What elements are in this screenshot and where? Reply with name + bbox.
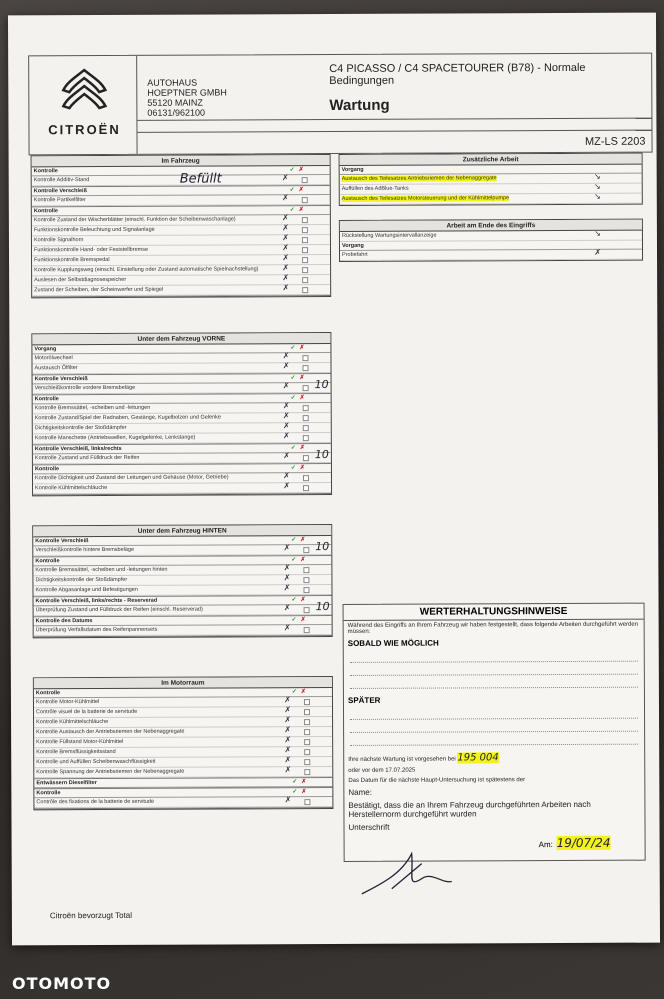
- check-mark-icon: ✗: [283, 421, 290, 431]
- row-text: Funktionskontrolle Beleuchtung und Signalanlage: [33, 226, 155, 234]
- check-mark-icon: ↘: [594, 181, 601, 191]
- not-ok-icon: ✗: [300, 689, 306, 696]
- group-head: [34, 778, 332, 788]
- check-mark-icon: ✗: [283, 481, 291, 491]
- group-head-text: Kontrolle Verschleiß: [34, 376, 88, 383]
- check-mark-icon: ✗: [284, 715, 292, 725]
- row-text: Überprüfung Zustand und Fülldruck der Reifen (einschl. Reserverad): [35, 606, 203, 614]
- status-legend: [292, 688, 306, 697]
- handwritten-km: 195 004: [457, 752, 499, 764]
- checkbox[interactable]: [304, 759, 310, 765]
- later-heading: SPÄTER: [347, 695, 381, 705]
- box-title: WERTERHALTUNGSHINWEISE: [344, 604, 644, 621]
- check-group: [34, 596, 332, 617]
- check-mark-icon: ✗: [283, 431, 290, 441]
- checkbox[interactable]: [303, 405, 309, 411]
- check-group: [33, 556, 331, 597]
- document-title: Wartung: [329, 96, 390, 115]
- section-zusaetzlich: [339, 153, 643, 206]
- highlighted-text: Austausch des Teilesatzes Motorsteuerung und der Kühlmittelpumpe: [341, 195, 510, 202]
- check-mark-icon: ✗: [284, 765, 292, 775]
- section-title: Unter dem Fahrzeug HINTEN: [33, 525, 331, 537]
- status-legend: [292, 616, 306, 625]
- status-legend: [290, 374, 304, 383]
- status-legend: [290, 206, 304, 215]
- checkbox[interactable]: [304, 719, 310, 725]
- check-mark-icon: ✗: [283, 451, 290, 461]
- section-title: Unter dem Fahrzeug VORNE: [32, 333, 330, 345]
- status-legend: [290, 166, 304, 175]
- row-text: Kontrolle Motor-Kühlmittel: [35, 699, 100, 706]
- check-mark-icon: ✗: [284, 795, 292, 805]
- handwritten-value: 10: [314, 378, 329, 392]
- date-label: Am:: [538, 840, 553, 850]
- checkbox[interactable]: [302, 247, 308, 253]
- not-ok-icon: ✗: [298, 187, 304, 194]
- row-text: Kontrolle Bremsflüssigkeitsstand: [36, 748, 116, 756]
- checkbox[interactable]: [304, 769, 310, 775]
- row-text: Kontrolle und Auffüllen Scheibenwaschflüssigkeit: [36, 758, 156, 766]
- status-legend: [291, 536, 305, 545]
- table-row: [32, 285, 330, 296]
- checkbox[interactable]: [304, 749, 310, 755]
- row-text: Zustand der Scheiben, der Scheinwerfer und Spiegel: [34, 286, 164, 294]
- group-head-text: Kontrolle: [35, 558, 60, 565]
- citroen-chevron-icon: [59, 66, 109, 116]
- check-mark-icon: ↘: [594, 191, 601, 201]
- row-text: Contrôle visuel de la batterie de servitude: [36, 708, 138, 716]
- row-text: Kontrolle Abgasanlage und Befestigungen: [35, 586, 138, 594]
- group-head: Vorgang: [340, 165, 642, 175]
- check-mark-icon: ✗: [283, 573, 291, 583]
- divider: [137, 118, 651, 121]
- row-text: Verschleißkontrolle vordere Bremsbeläge: [34, 384, 136, 392]
- not-ok-icon: ✗: [299, 375, 305, 382]
- dealer-address: [147, 77, 227, 117]
- not-ok-icon: ✗: [300, 617, 306, 624]
- group-head-text: Kontrolle Verschleiß, links/rechts - Reserverad: [35, 597, 158, 605]
- check-group: [34, 616, 332, 637]
- dotted-line: [350, 654, 638, 663]
- logo-box: [29, 56, 137, 154]
- group-head-text: Kontrolle: [35, 690, 61, 697]
- not-ok-icon: ✗: [301, 779, 307, 786]
- check-mark-icon: ✗: [282, 253, 290, 263]
- check-mark-icon: ✗: [284, 735, 292, 745]
- row-text: Contrôle des fixations de la batterie de servitude: [36, 798, 155, 806]
- status-legend: [290, 186, 304, 195]
- row-text: Überprüfung Verfallsdatum des Reifenpannensets: [35, 626, 158, 634]
- group-head-text: Kontrolle: [36, 790, 61, 797]
- or-date-line: oder vor dem 17.07.2025: [348, 767, 416, 774]
- ok-icon: ✓: [290, 395, 296, 402]
- check-mark-icon: ✗: [283, 543, 291, 553]
- check-mark-icon: ✗: [282, 401, 290, 411]
- check-mark-icon: ✗: [282, 233, 289, 243]
- row-text: Kontrolle Zustand der Wischerblätter (einschl. Funktion der Scheibenwaschanlage): [33, 216, 236, 224]
- dotted-line: [350, 711, 638, 720]
- asap-heading: SOBALD WIE MÖGLICH: [347, 638, 439, 648]
- checkbox[interactable]: [303, 547, 309, 553]
- row-text: Funktionskontrolle Hand- oder Feststellbremse: [33, 246, 149, 254]
- section-title: Im Fahrzeug: [32, 155, 330, 167]
- check-mark-icon: ✗: [283, 471, 291, 481]
- section-im-fahrzeug: [31, 154, 332, 298]
- ok-icon: ✓: [292, 789, 298, 796]
- status-legend: [290, 344, 304, 353]
- dotted-line: [350, 724, 638, 733]
- section-vorne: [31, 332, 332, 496]
- not-ok-icon: ✗: [299, 445, 305, 452]
- service-sheet: [8, 13, 660, 946]
- check-group: [34, 788, 332, 809]
- status-legend: [291, 464, 305, 473]
- checkbox[interactable]: [303, 385, 309, 391]
- check-mark-icon: ✗: [282, 283, 290, 293]
- checkbox[interactable]: [303, 425, 309, 431]
- section-title: Zusätzliche Arbeit: [340, 154, 642, 166]
- status-legend: [291, 596, 305, 605]
- table-row: [34, 767, 332, 778]
- check-mark-icon: ↘: [593, 171, 601, 181]
- group-head-text: Kontrolle Verschleiß: [35, 538, 89, 545]
- group-head-text: Kontrolle Verschleiß, links/rechts: [34, 445, 122, 453]
- row-text: Kontrolle Austausch der Antriebsriemen der Nebenaggregate: [36, 728, 185, 736]
- model-line: C4 PICASSO / C4 SPACETOURER (B78) - Normale Bedingungen: [329, 61, 586, 88]
- check-group: [33, 464, 331, 495]
- not-ok-icon: ✗: [300, 537, 306, 544]
- checkbox[interactable]: [302, 237, 308, 243]
- row-text: Kontrolle Signalhorn: [33, 237, 84, 244]
- ok-icon: ✓: [289, 187, 295, 194]
- check-mark-icon: ✗: [283, 623, 291, 633]
- row-text: Auffüllen des AdBlue-Tanks: [341, 185, 409, 192]
- check-mark-icon: ✗: [282, 361, 290, 371]
- row-text: Auslesen der Selbstdiagnosespeicher: [34, 276, 127, 284]
- table-row: [32, 195, 330, 206]
- row-text: Motorölwechsel: [34, 355, 73, 362]
- row-text: Rückstellung Wartungsintervallanzeige: [341, 232, 437, 239]
- group-head-text: Kontrolle: [33, 208, 58, 215]
- row-text: Kontrolle Additiv-Stand: [33, 177, 90, 184]
- ok-icon: ✓: [290, 345, 296, 352]
- status-legend: [292, 778, 306, 787]
- checkbox[interactable]: [302, 227, 308, 233]
- checkbox[interactable]: [303, 435, 309, 441]
- row-text: Dichtigkeitskontrolle der Stoßdämpfer: [34, 424, 127, 432]
- row-text: Kontrolle Bremssättel, -scheiben und -leitungen: [34, 404, 151, 412]
- not-ok-icon: ✗: [299, 395, 305, 402]
- ok-icon: ✓: [292, 779, 298, 786]
- group-head-text: Vorgang: [34, 346, 57, 353]
- ok-icon: ✓: [291, 597, 297, 604]
- section-ende: [339, 219, 643, 262]
- check-mark-icon: ✗: [281, 173, 289, 183]
- check-group: [33, 444, 331, 465]
- status-legend: [291, 394, 305, 403]
- sheet-header: [28, 53, 652, 156]
- check-group: [32, 206, 330, 297]
- row-text: Kontrolle Kühlmittelschläuche: [35, 484, 108, 492]
- check-mark-icon: ✗: [283, 603, 291, 613]
- row-text: Kontrolle Zustand und Fülldruck der Reifen: [34, 454, 140, 462]
- ok-icon: ✓: [289, 167, 295, 174]
- signature-label: Unterschrift: [348, 822, 390, 832]
- signature-scribble: [352, 843, 462, 903]
- table-row: [34, 625, 332, 636]
- handwritten-date: 19/07/24: [556, 835, 611, 851]
- not-ok-icon: ✗: [299, 345, 305, 352]
- dealer-line: HOEPTNER GMBH: [147, 87, 227, 98]
- dealer-line: 55120 MAINZ: [147, 97, 203, 108]
- group-head-text: Kontrolle: [34, 396, 59, 403]
- checkbox[interactable]: [303, 567, 309, 573]
- check-group: [32, 186, 330, 207]
- highlighted-text: Austausch des Teilesatzes Antriebsriemen der Nebenaggregate: [341, 175, 497, 182]
- row-text: Austausch Ölfilter: [34, 365, 78, 372]
- next-service-label: Ihre nächste Wartung ist vorgesehen bei: [348, 756, 456, 763]
- not-ok-icon: ✗: [300, 557, 306, 564]
- group-head-text: Kontrolle: [33, 168, 58, 175]
- check-mark-icon: ✗: [282, 273, 290, 283]
- check-mark-icon: ✗: [284, 745, 292, 755]
- ok-icon: ✓: [291, 537, 297, 544]
- checkbox[interactable]: [303, 577, 309, 583]
- section-title: Arbeit am Ende des Eingriffs: [340, 220, 642, 232]
- list-item: [340, 191, 642, 205]
- check-mark-icon: ✗: [282, 193, 289, 203]
- row-text: Dichtigkeitskontrolle der Stoßdämpfer: [35, 576, 128, 584]
- not-ok-icon: ✗: [298, 207, 304, 214]
- ok-icon: ✓: [290, 465, 296, 472]
- checkbox[interactable]: [302, 267, 308, 273]
- dotted-line: [350, 737, 638, 746]
- check-mark-icon: ✗: [283, 411, 290, 421]
- name-label: Name:: [348, 787, 372, 797]
- handwritten-value: 10: [314, 448, 329, 462]
- next-service-line: [344, 750, 644, 766]
- ok-icon: ✓: [290, 375, 296, 382]
- dotted-line: [350, 667, 638, 676]
- table-row: [33, 483, 331, 494]
- not-ok-icon: ✗: [298, 167, 304, 174]
- table-row: [34, 797, 332, 808]
- row-text: Kontrolle Partikelfilter: [33, 197, 86, 204]
- check-mark-icon: ✗: [283, 583, 291, 593]
- group-head: Vorgang: [340, 241, 642, 251]
- status-legend: [292, 788, 306, 797]
- checkbox[interactable]: [302, 257, 308, 263]
- status-legend: [291, 444, 305, 453]
- divider: [137, 130, 651, 133]
- check-mark-icon: ✗: [282, 381, 290, 391]
- check-group: [33, 394, 331, 445]
- check-mark-icon: ✗: [284, 705, 292, 715]
- table-row: [33, 433, 331, 444]
- checkbox[interactable]: [304, 627, 310, 633]
- section-hinten: [32, 524, 332, 638]
- section-motorraum: [33, 676, 334, 810]
- checkbox[interactable]: [302, 277, 308, 283]
- checkbox[interactable]: [304, 699, 310, 705]
- handwritten-value: 10: [315, 600, 330, 614]
- checkbox[interactable]: [304, 709, 310, 715]
- row-text: Kontrolle Kupplungsweg (einschl. Einstellung oder Zustand automatische Spielnachstellung): [34, 266, 259, 274]
- check-mark-icon: ✗: [282, 223, 289, 233]
- row-text: Kontrolle Manschette (Antriebswellen, Kugelgelenke, Lenkstange): [34, 434, 196, 442]
- checkbox[interactable]: [303, 415, 309, 421]
- ok-icon: ✓: [291, 617, 297, 624]
- plate-code: MZ-LS 2203: [584, 135, 646, 148]
- checkbox[interactable]: [302, 197, 308, 203]
- not-ok-icon: ✗: [301, 789, 307, 796]
- not-ok-icon: ✗: [299, 465, 305, 472]
- footer-text: Citroën bevorzugt Total: [49, 910, 133, 921]
- check-group: [33, 536, 331, 557]
- check-mark-icon: ✗: [282, 351, 290, 361]
- watermark-logo: OTOMOTO: [12, 974, 112, 993]
- checkbox[interactable]: [304, 739, 310, 745]
- group-head-text: Entwässern Dieselfilter: [36, 780, 97, 787]
- check-group: [32, 344, 330, 375]
- row-text: Kontrolle Dichtigkeit und Zustand der Leitungen und Gehäuse (Motor, Getriebe): [34, 474, 229, 482]
- checkbox[interactable]: [303, 485, 309, 491]
- check-mark-icon: ✗: [282, 263, 290, 273]
- group-head-text: Kontrolle des Datums: [35, 618, 93, 625]
- group-head-text: Kontrolle Verschleiß: [33, 188, 87, 195]
- row-text: Kontrolle Zustand/Spiel der Radnaben, Gestänge, Kugelbolzen und Gelenke: [34, 414, 221, 422]
- checkbox[interactable]: [303, 365, 309, 371]
- not-ok-icon: ✗: [300, 597, 306, 604]
- checkbox[interactable]: [302, 355, 308, 361]
- handwritten-note: Befüllt: [179, 171, 222, 187]
- intro-text: Während des Eingriffs an Ihrem Fahrzeug wir haben festgestellt, dass folgende Arbeiten durchgeführt werden müssen:: [347, 621, 639, 635]
- row-text: Kontrolle Bremssättel, -scheiben und -leitungen hinten: [35, 566, 168, 574]
- ok-icon: ✓: [290, 445, 296, 452]
- table-row: [32, 363, 330, 374]
- handwritten-value: 10: [315, 540, 330, 554]
- row-text: Kontrolle Kühlmittelschläuche: [36, 718, 109, 726]
- check-mark-icon: ✗: [284, 695, 291, 705]
- dotted-line: [350, 680, 638, 689]
- checkbox[interactable]: [302, 177, 308, 183]
- check-mark-icon: ✗: [594, 247, 602, 257]
- row-text: Funktionskontrolle Bremspedal: [34, 256, 110, 264]
- check-mark-icon: ✗: [283, 563, 291, 573]
- check-group: [33, 374, 331, 395]
- row-text: Kontrolle Spannung der Antriebsriemen der Nebenaggregate: [36, 768, 185, 776]
- table-row: [33, 585, 331, 596]
- ok-icon: ✓: [291, 689, 297, 696]
- check-mark-icon: ↘: [594, 228, 601, 238]
- row-text: Probefahrt: [342, 251, 368, 258]
- check-mark-icon: ✗: [284, 725, 292, 735]
- checkbox[interactable]: [304, 729, 310, 735]
- row-text: Verschleißkontrolle hintere Bremsbeläge: [35, 546, 135, 554]
- ok-icon: ✓: [289, 207, 295, 214]
- dealer-line: AUTOHAUS: [147, 77, 198, 88]
- checkbox[interactable]: [304, 607, 310, 613]
- section-title: Im Motorraum: [34, 677, 332, 689]
- check-group: [34, 688, 332, 779]
- checkbox[interactable]: [302, 217, 308, 223]
- checkbox[interactable]: [303, 455, 309, 461]
- checkbox[interactable]: [304, 799, 310, 805]
- checkbox[interactable]: [303, 475, 309, 481]
- status-legend: [291, 556, 305, 565]
- checkbox[interactable]: [303, 587, 309, 593]
- list-item: [340, 247, 642, 261]
- check-mark-icon: ✗: [282, 213, 289, 223]
- row-text: Kontrolle Füllstand Motor-Kühlmittel: [36, 738, 124, 746]
- group-head-text: Kontrolle: [34, 466, 60, 473]
- checkbox[interactable]: [302, 287, 308, 293]
- confirm-text: Bestätigt, dass die an Ihrem Fahrzeug durchgeführten Arbeiten nach Herstellernorm durchgeführt wurden: [348, 799, 591, 819]
- ok-icon: ✓: [291, 557, 297, 564]
- brand-name: CITROËN: [48, 121, 121, 138]
- dealer-line: 06131/962100: [147, 107, 205, 118]
- werterhaltung-box: [343, 603, 646, 862]
- check-mark-icon: ✗: [284, 755, 292, 765]
- check-mark-icon: ✗: [282, 243, 290, 253]
- date-note: Das Datum für die nächste Haupt-Untersuchung ist spätestens der: [348, 777, 526, 784]
